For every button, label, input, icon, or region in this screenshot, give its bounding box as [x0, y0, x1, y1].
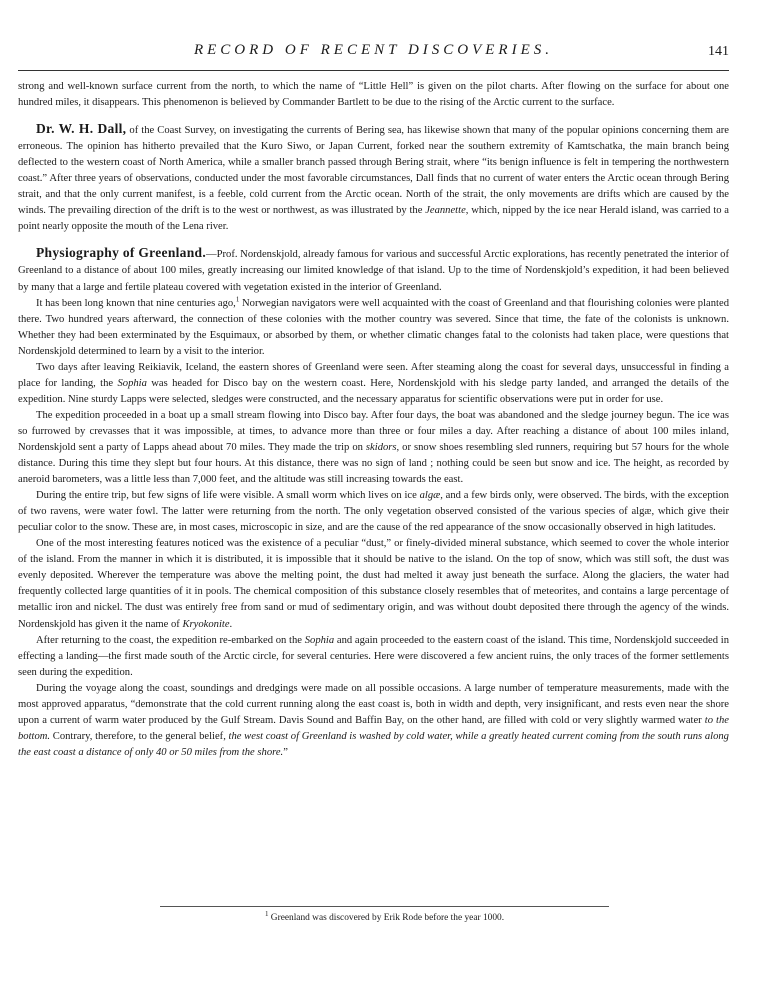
paragraph-text: Contrary, therefore, to the general belief, — [50, 730, 229, 742]
footnote — [0, 909, 769, 923]
page-header — [18, 42, 729, 71]
paragraph-text: , and a few birds only, were observed. The birds, with the exception of two ravens, were water fowl. The latter were returning from the north. The only vegetation observed consisted of the various species of algæ, which give their peculiar color to the snow. These are, in most cases, microscopic in size, and are the cause of the red appearance of the snow occasionally observed in high latitudes. — [18, 490, 729, 534]
ship-name: Jeannette — [425, 205, 466, 217]
paragraph-text: of the Coast Survey, on investigating the currents of Bering sea, has likewise shown that many of the popular opinions concerning them are erroneous. The opinion has hitherto prevailed that the Kuro Siwo, or Japan Current, forked near the southern extremity of Kamtschatka, the main branch being deflected to the western coast of North America, while a smaller branch passed through Bering strait, where “its benign influence is felt in tempering the northwestern coast.” After three years of observations, conducted under the most favorable circumstances, Dall finds that no current of water enters the Arctic ocean through Bering strait, and that the only current manifest, is a feeble, cold current from the Arctic ocean. North of the strait, the only movements are drifts which are caused by the winds. The prevailing direction of the drift is to the west or northwest, as was illustrated by the — [18, 125, 729, 217]
italic-phrase: to the bottom. — [18, 714, 729, 742]
paragraph-text: During the voyage along the coast, soundings and dredgings were made on all possible occasions. A large number of temperature measurements, made with the most approved apparatus, “demonstrate that the cold current running along the east coast is, both in width and depth, very insignificant, and rests even near the shore upon a current of warm water produced by the Gulf Stream. Davis Sound and Baffin Bay, on the other hand, are filled with cold or very slightly warmed water — [18, 682, 729, 726]
italic-term: algæ — [419, 490, 441, 502]
paragraph-text: During the entire trip, but few signs of life were visible. A small worm which lives on ice — [36, 490, 420, 502]
paragraph-text: strong and well-known surface current from the north, to which the name of “Little Hell” is given on the pilot charts. After flowing on the surface for about one hundred miles, it disappears. This phenomenon is believed by Commander Bartlett to be due to the rising of the Arctic current to the surface. — [18, 81, 729, 109]
section-heading-dall: Dr. W. H. Dall, — [36, 121, 127, 137]
paragraph-text: The expedition proceeded in a boat up a small stream flowing into Disco bay. After four days, the boat was abandoned and the sledge journey begun. The ice was so furrowed by crevasses that it was impossible, at times, to advance more than three or four miles a day. After reaching a distance of about 100 miles inland, Nordenskjold sent a party of Lapps ahead about 70 miles. They made the trip on — [18, 409, 729, 453]
paragraph-text: ” — [283, 746, 288, 758]
paragraph-text: Norwegian navigators were well acquainted with the coast of Greenland and that flourishing colonies were planted there. Two hundred years afterward, the connection of these colonies with the mother country was severed. Since that time, the fate of the colonists is unknown. Whether they had been exterminated by the Esquimaux, or absorbed by them, or whether climatic changes fatal to the colonists had taken place, were questions that Nordenskjold determined to learn by a visit to the interior. — [18, 297, 729, 357]
footnote-reference: 1 — [235, 295, 240, 304]
paragraph-greenland-intro — [18, 245, 729, 295]
ship-name: Sophia — [304, 634, 335, 646]
paragraph-norse-colonies — [18, 296, 729, 360]
paragraph-text: was headed for Disco bay on the western coast. Here, Nordenskjold with his sledge party landed, and arranged the details of the expedition. Nine sturdy Lapps were selected, sledges were constructed, and the necessary apparatus for scientific observations were put in order for use. — [18, 377, 729, 405]
italic-term: Kryokonite — [182, 618, 230, 630]
running-title: RECORD OF RECENT DISCOVERIES. — [193, 42, 554, 58]
paragraph-sledge-journey — [18, 408, 729, 488]
paragraph-text: Two days after leaving Reikiavik, Iceland, the eastern shores of Greenland were seen. After steaming along the coast for several days, unsuccessful in finding a place for landing, the — [18, 361, 729, 389]
italic-term: skidors — [365, 441, 397, 453]
paragraph-east-coast-landing — [18, 633, 729, 681]
italic-phrase: the west coast of Greenland is washed by cold water, while a greatly heated current coming from the south runs along the east coast a distance of only 40 or 50 miles from the shore. — [18, 730, 729, 758]
footnote-divider — [160, 906, 609, 907]
paragraph-kryokonite — [18, 536, 729, 632]
paragraph-text: , which, nipped by the ice near Herald island, was carried to a point nearly opposite the mouth of the Lena river. — [18, 205, 729, 233]
paragraph-text: , or snow shoes resembling sled runners, requiring but 57 hours for the whole distance. During this time they slept but four hours. At this distance, there was no sign of land ; nothing could be seen but snow and ice. The height, as recorded by aneroid barometers, was a little less than 7,000 feet, and the altitude was still increasing towards the east. — [18, 441, 729, 486]
paragraph-text: It has been long known that nine centuries ago, — [36, 297, 236, 309]
footnote-mark: 1 — [264, 909, 269, 918]
paragraph-signs-of-life — [18, 488, 729, 536]
paragraph-text: and again proceeded to the eastern coast of the island. This time, Nordenskjold succeeded in effecting a landing—the first made south of the Arctic circle, for several centuries. Here were discovered a few ancient ruins, the only traces of the former settlements seen during the expedition. — [18, 634, 729, 678]
paragraph-text: . — [229, 618, 233, 630]
paragraph-bering-current-cont — [18, 79, 729, 111]
paragraph-voyage-disco-bay — [18, 360, 729, 408]
paragraph-dall — [18, 121, 729, 235]
page-number: 141 — [708, 44, 729, 59]
paragraph-text: One of the most interesting features noticed was the existence of a peculiar “dust,” or finely-divided mineral substance, which seemed to cover the whole interior of the island. From the manner in which it is distributed, it is impossible that it should be native to the island. On the top of snow, which was still soft, the dust was evenly deposited. Wherever the temperature was above the melting point, the dust had melted it away just beneath the surface. Along the glaciers, the water had frequently collected large quantities of it in pools. The chemical composition of this substance closely resembles that of meteorites, and contains a large percentage of metallic iron and nickel. The dust was entirely free from sand or mud of sedimentary origin, and was without doubt deposited there through the agency of the winds. Nordenskjold has given it the name of — [18, 538, 729, 630]
body-text — [18, 79, 729, 761]
paragraph-soundings — [18, 681, 729, 761]
footnote-text: Greenland was discovered by Erik Rode before the year 1000. — [268, 913, 505, 923]
ship-name: Sophia — [117, 377, 147, 389]
paragraph-text: After returning to the coast, the expedition re-embarked on the — [36, 634, 305, 646]
section-heading-greenland: Physiography of Greenland. — [36, 245, 207, 261]
paragraph-text: —Prof. Nordenskjold, already famous for various and successful Arctic explorations, has recently penetrated the interior of Greenland to a distance of about 100 miles, greatly increasing our limited knowledge of that island. Up to the time of Nordenskjold’s expedition, it had been believed by many that a large and fertile plateau covered with vegetation existed in the interior of Greenland. — [18, 249, 729, 293]
